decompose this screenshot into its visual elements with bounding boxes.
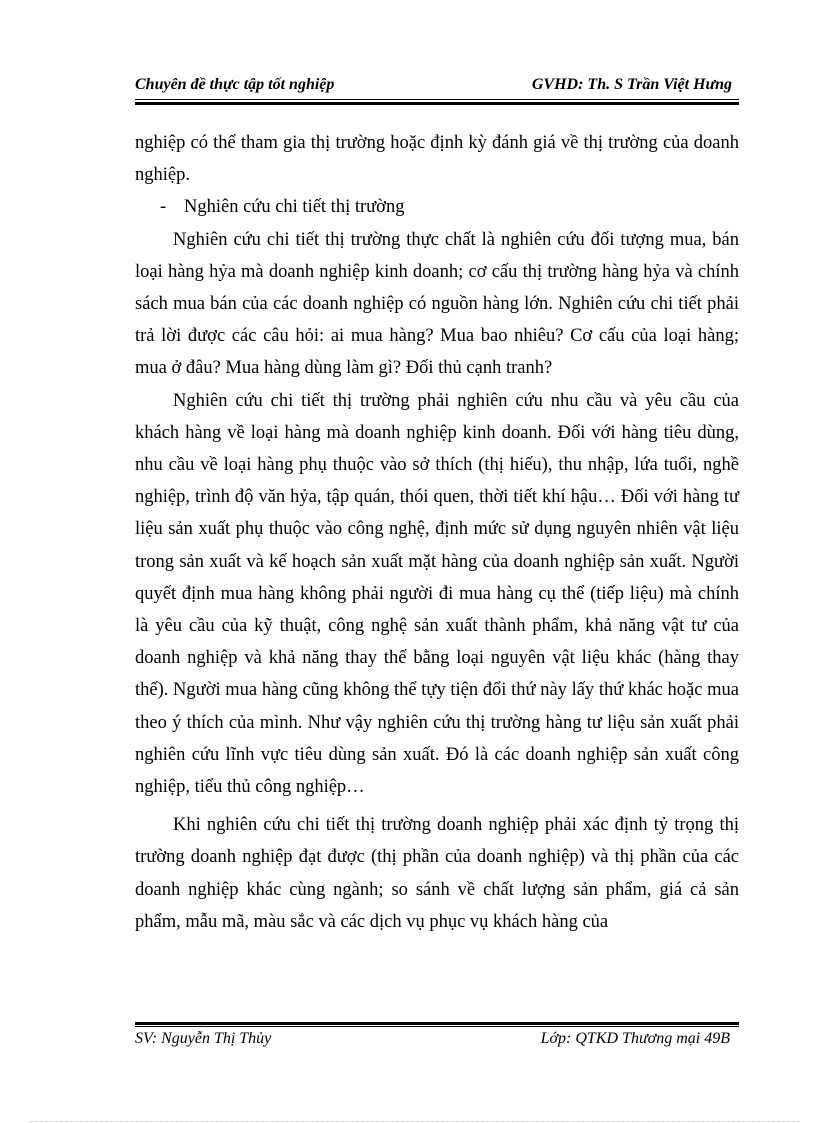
bullet-text: Nghiên cứu chi tiết thị trường bbox=[184, 197, 405, 218]
footer-class: Lớp: QTKD Thương mại 49B bbox=[540, 1030, 730, 1047]
header-rule-thick bbox=[135, 102, 739, 105]
paragraph-4: Khi nghiên cứu chi tiết thị trường doanh nghiệp phải xác định tỷ trọng thị trường doanh nghiệp đạt được (thị phần của doanh nghiệp) và thị phần của các doanh nghiệp khác cùng ngành; so sánh về chất lượng sản phẩm, giá cả sản phẩm, mẫu mã, màu sắc và các dịch vụ phục vụ khách hàng của bbox=[135, 815, 739, 932]
page-header bbox=[135, 74, 738, 100]
footer-student: SV: Nguyễn Thị Thủy bbox=[135, 1030, 272, 1047]
header-document-title: Chuyên đề thực tập tốt nghiệp bbox=[135, 76, 335, 93]
header-rule-thin bbox=[135, 99, 739, 100]
paragraph-continuation: nghiệp có thể tham gia thị trường hoặc định kỳ đánh giá về thị trường của doanh nghiệp. bbox=[135, 133, 739, 186]
footer-rule-thin bbox=[135, 1026, 739, 1027]
page-edge-divider bbox=[30, 1121, 800, 1122]
page-body bbox=[135, 127, 739, 938]
paragraph-2: Nghiên cứu chi tiết thị trường thực chất là nghiên cứu đối tượng mua, bán loại hàng hỷa mà doanh nghiệp kinh doanh; cơ cấu thị trường hàng hỷa và chính sách mua bán của các doanh nghiệp có nguồn hàng lớn. Nghiên cứu chi tiết phải trả lời được các câu hỏi: ai mua hàng? Mua bao nhiêu? Cơ cấu của loại hàng; mua ở đâu? Mua hàng dùng làm gì? Đối thủ cạnh tranh? bbox=[135, 229, 739, 379]
bullet-item bbox=[135, 191, 739, 223]
paragraph-3: Nghiên cứu chi tiết thị trường phải nghiên cứu nhu cầu và yêu cầu của khách hàng về loại hàng mà doanh nghiệp kinh doanh. Đối với hàng tiêu dùng, nhu cầu về loại hàng phụ thuộc vào sở thích (thị hiếu), thu nhập, lứa tuổi, nghề nghiệp, trình độ văn hỷa, tập quán, thói quen, thời tiết khí hậu… Đối với hàng tư liệu sản xuất phụ thuộc vào công nghệ, định mức sử dụng nguyên nhiên vật liệu trong sản xuất và kế hoạch sản xuất mặt hàng của doanh nghiệp sản xuất. Người quyết định mua hàng không phải người đi mua hàng cụ thể (tiếp liệu) mà chính là yêu cầu của kỹ thuật, công nghệ sản xuất thành phẩm, khả năng vật tư của doanh nghiệp và khả năng thay thế bằng loại nguyên vật liệu khác (hàng thay thế). Người mua hàng cũng không thể tựy tiện đổi thứ này lấy thứ khác hoặc mua theo ý thích của mình. Như vậy nghiên cứu thị trường hàng tư liệu sản xuất phải nghiên cứu lĩnh vực tiêu dùng sản xuất. Đó là các doanh nghiệp sản xuất công nghiệp, tiểu thủ công nghiệp… bbox=[135, 390, 739, 798]
bullet-dash: - bbox=[160, 197, 167, 218]
footer-rule-thick bbox=[135, 1022, 739, 1025]
header-supervisor: GVHD: Th. S Trần Việt Hưng bbox=[531, 76, 732, 93]
page-footer bbox=[135, 1029, 738, 1053]
